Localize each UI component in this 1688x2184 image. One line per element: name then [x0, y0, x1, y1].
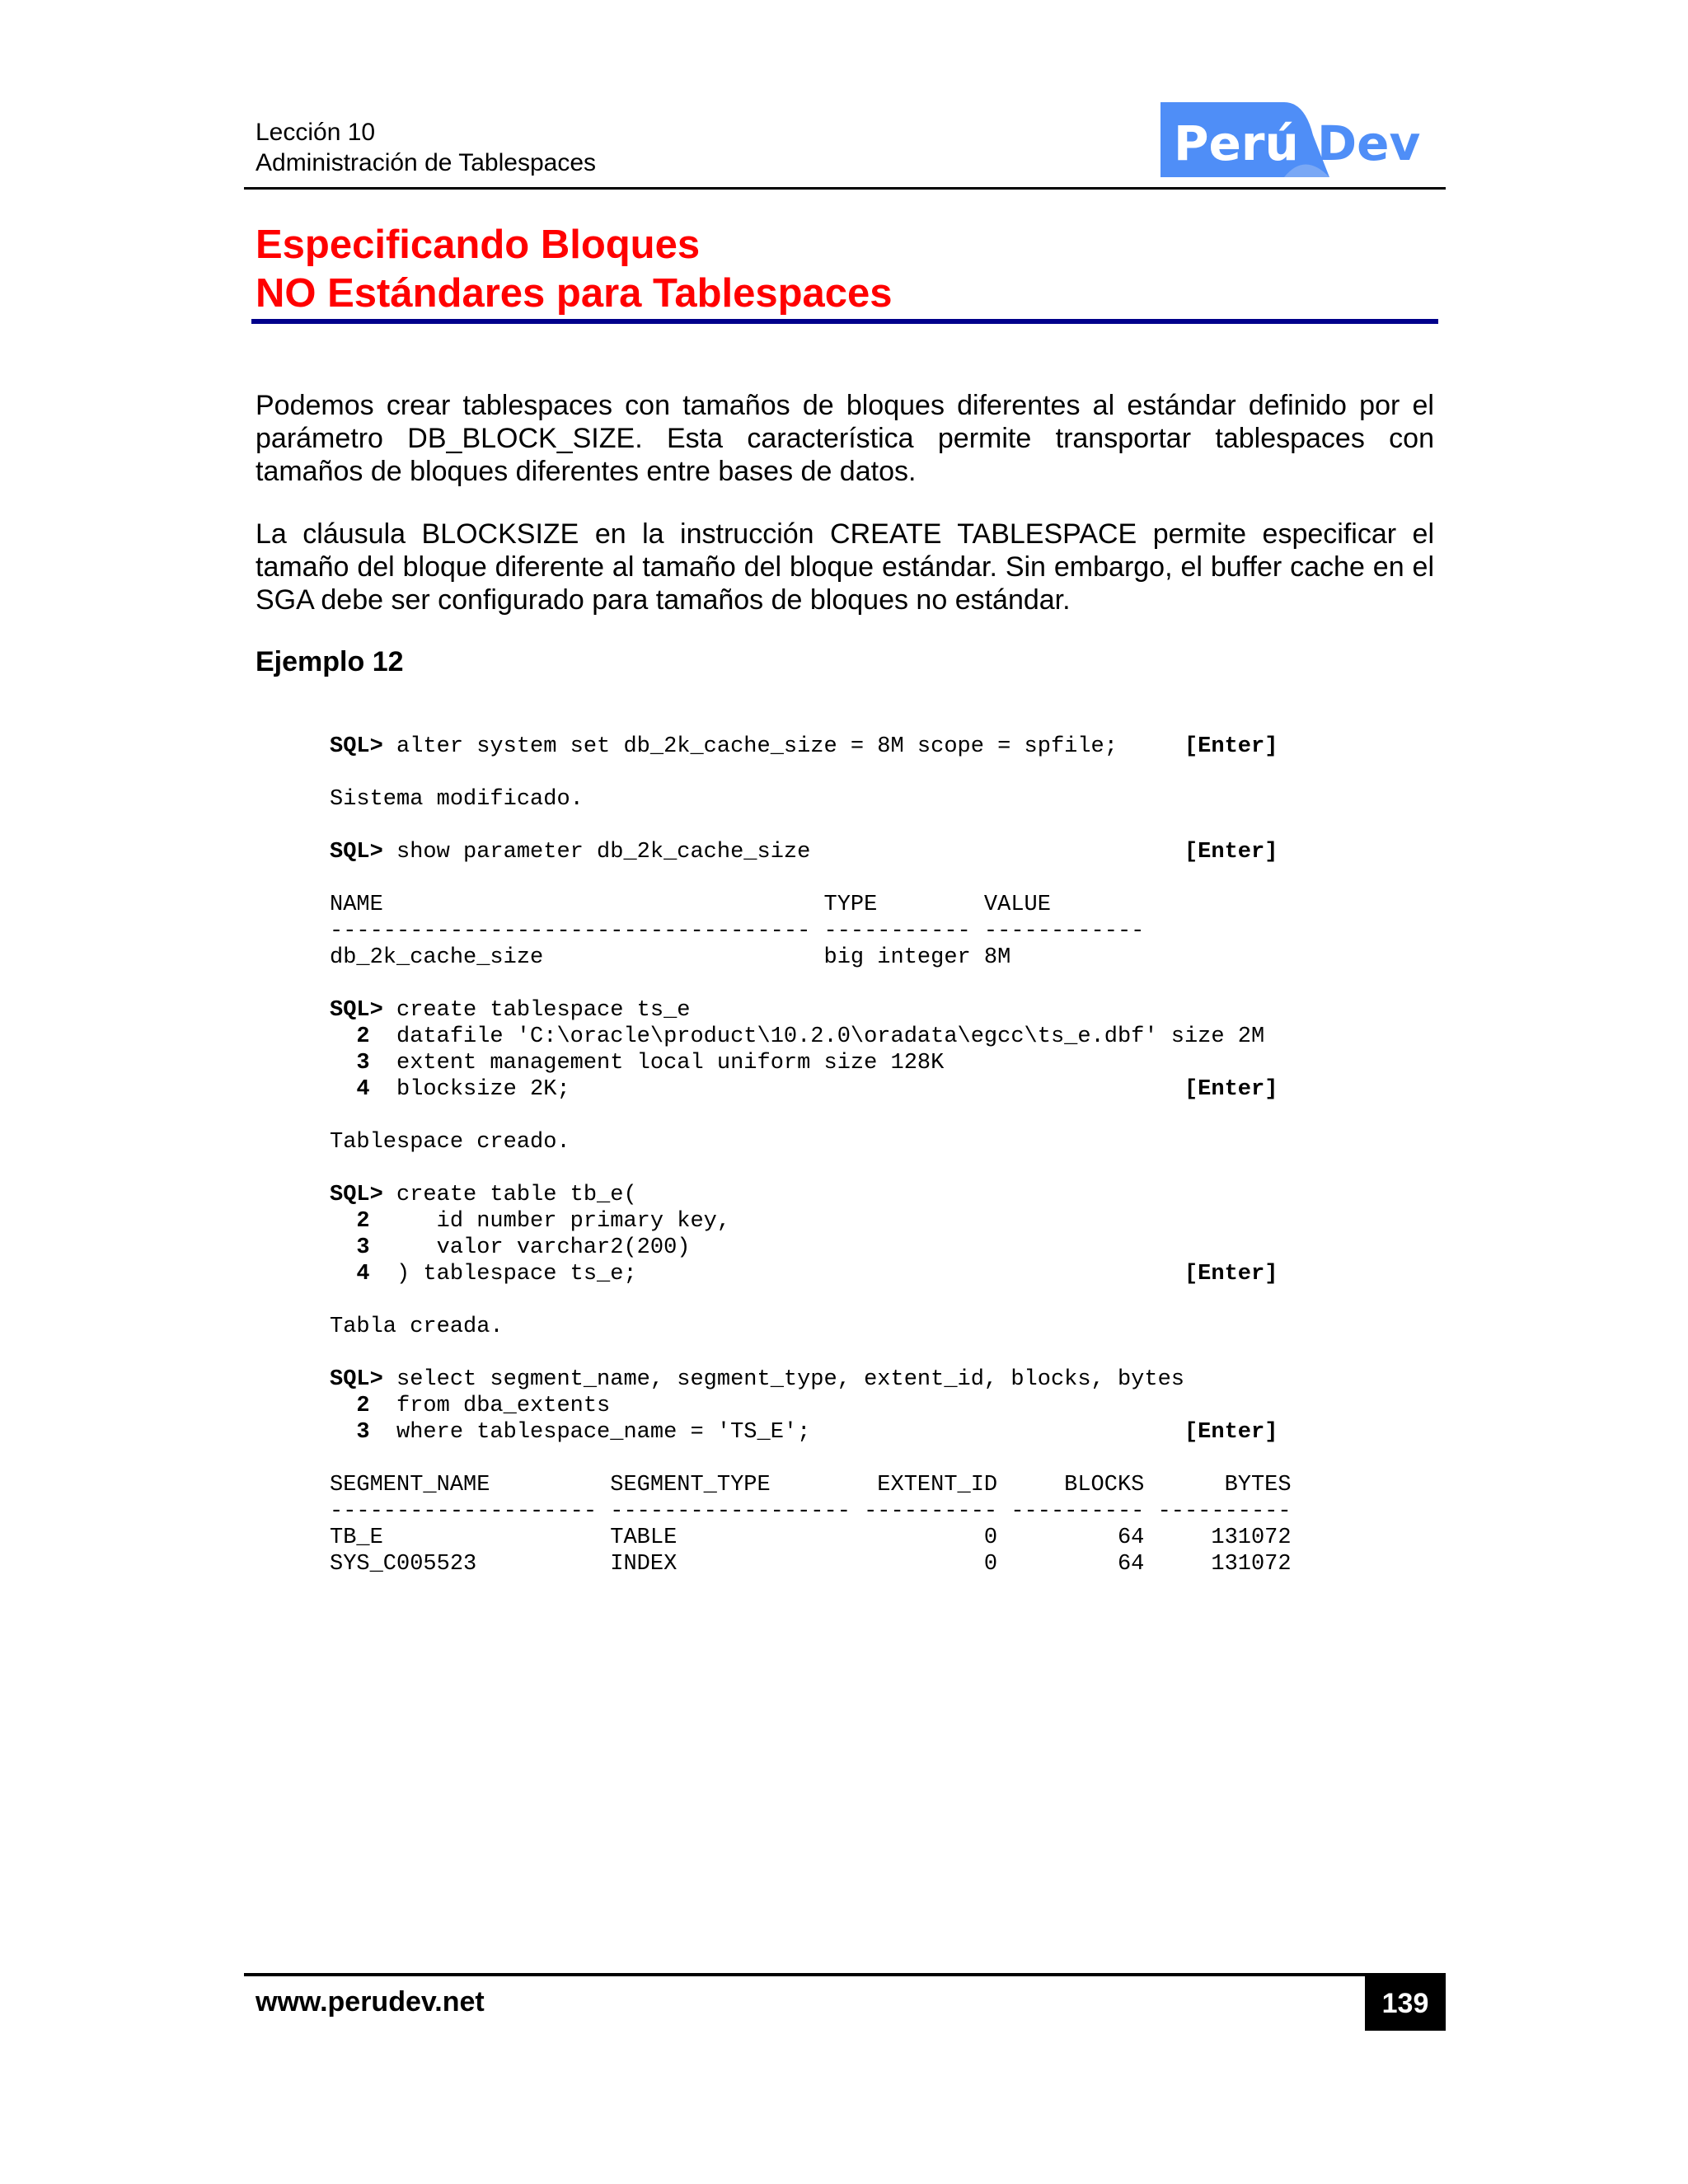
footer-rule	[244, 1973, 1446, 1976]
example-label: Ejemplo 12	[256, 646, 404, 677]
title-line-2: NO Estándares para Tablespaces	[256, 271, 893, 316]
paragraph-2: La cláusula BLOCKSIZE en la instrucción CREATE TABLESPACE permite especificar el tamaño del bloque diferente al tamaño del bloque estándar. Sin embargo, el buffer cache en el SGA debe ser configurado para tamaños de bloques no estándar.	[256, 518, 1434, 616]
logo-text-left: Perú	[1174, 115, 1299, 171]
header-rule	[244, 187, 1446, 190]
lesson-number: Lección 10	[256, 119, 376, 146]
paragraph-1: Podemos crear tablespaces con tamaños de bloques diferentes al estándar definido por el parámetro DB_BLOCK_SIZE. Esta característica permite transportar tablespaces con tamaños de bloques diferentes entre bases de datos.	[256, 390, 1434, 487]
title-line-1: Especificando Bloques	[256, 223, 701, 267]
logo-text-right: Dev	[1317, 115, 1421, 171]
page-number: 139	[1365, 1976, 1446, 2031]
lesson-subject: Administración de Tablespaces	[256, 149, 597, 176]
title-underline	[251, 319, 1438, 324]
website-link[interactable]: www.perudev.net	[256, 1986, 485, 2018]
sql-code-block: SQL> alter system set db_2k_cache_size = 8M scope = spfile; [Enter] Sistema modificado. SQL> show parameter db_2k_cache_size [Enter] NAME TYPE VALUE ------------------------------------ ----------- ------------ db_2k_cache_size big integer 8M SQL> create tablespace ts_e 2 datafile 'C:\oracle\product\10.2.0\oradata\egcc\ts_e.dbf' size 2M 3 extent management local uniform size 128K 4 blocksize 2K; [Enter] Tablespace creado. SQL> create table tb_e( 2 id number primary key, 3 valor varchar2(200) 4 ) tablespace ts_e; [Enter] Tabla creada. SQL> select segment_name, segment_type, extent_id, blocks, bytes 2 from dba_extents 3 where tablespace_name = 'TS_E'; [Enter] SEGMENT_NAME SEGMENT_TYPE EXTENT_ID BLOCKS BYTES -------------------- ------------------ ---------- ---------- ---------- TB_E TABLE 0 64 131072 SYS_C005523 INDEX 0 64 131072	[330, 734, 1292, 1577]
perudev-logo	[1160, 102, 1424, 177]
page-title	[256, 221, 893, 318]
lesson-header	[256, 117, 596, 178]
